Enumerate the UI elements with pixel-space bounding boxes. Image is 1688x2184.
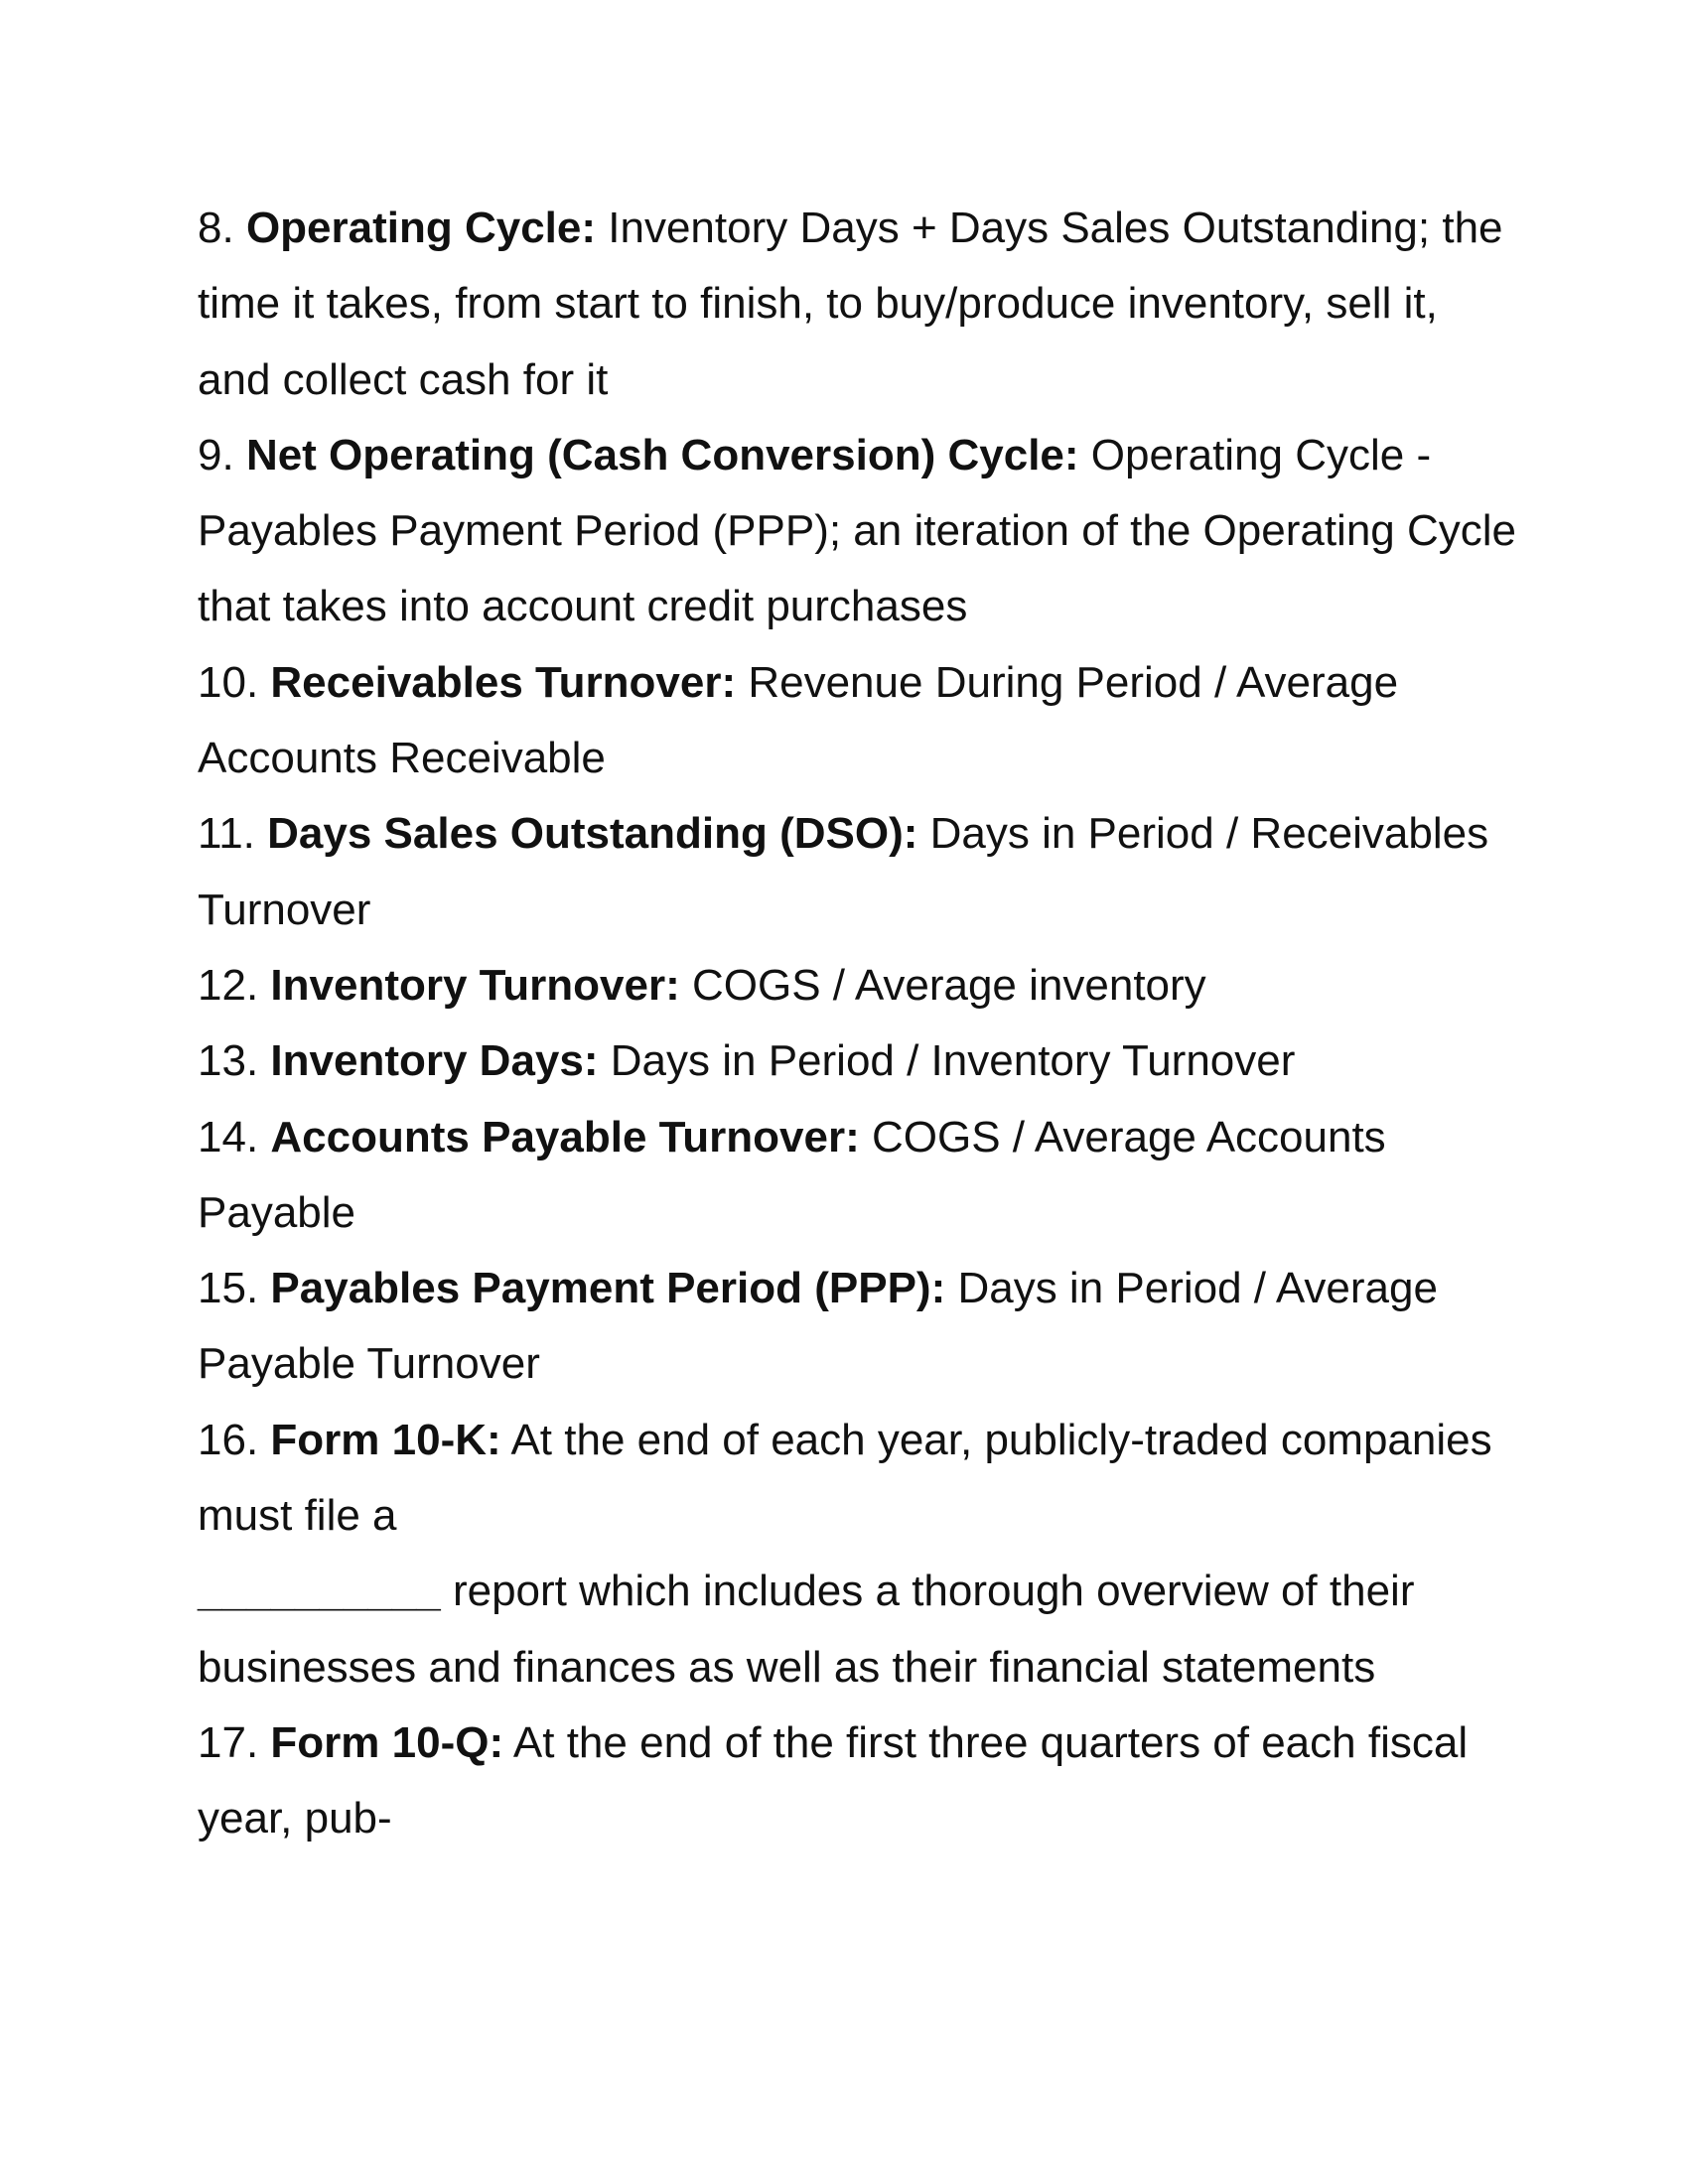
entry-number: 10.	[198, 657, 259, 707]
entry-definition: Inventory Days + Days Sales Outstanding; the time it takes, from start to finish, to buy/produce inventory, sell it, and collect cash for it	[198, 204, 1503, 404]
entry-14	[198, 1100, 1518, 1252]
entry-number: 14.	[198, 1112, 259, 1161]
entry-term: Receivables Turnover:	[270, 657, 737, 707]
entry-13	[198, 1024, 1518, 1099]
entry-number: 12.	[198, 960, 259, 1010]
entry-definition: Days in Period / Average Payable Turnover	[198, 1264, 1438, 1389]
entry-number: 9.	[198, 430, 234, 479]
entry-17	[198, 1706, 1518, 1857]
entry-term: Operating Cycle:	[245, 204, 597, 252]
entry-definition: Days in Period / Inventory Turnover	[610, 1036, 1296, 1086]
entry-definition: COGS / Average Accounts Payable	[198, 1112, 1386, 1237]
entry-definition: COGS / Average inventory	[692, 960, 1206, 1010]
entry-term: Form 10-K:	[270, 1415, 501, 1464]
entry-definition: At the end of the first three quarters of each fiscal year, pub-	[198, 1717, 1469, 1843]
entry-definition-start: At the end of each year, publicly-traded companies must file a	[198, 1415, 1492, 1541]
document-page	[198, 191, 1518, 1857]
entry-11	[198, 796, 1518, 948]
fill-in-blank: __________	[198, 1567, 441, 1616]
entry-number: 8.	[198, 204, 234, 252]
entry-16	[198, 1403, 1518, 1706]
entry-12	[198, 948, 1518, 1024]
entry-8	[198, 191, 1518, 418]
entry-definition: Revenue During Period / Average Accounts Receivable	[198, 657, 1399, 783]
entry-number: 17.	[198, 1717, 259, 1767]
entry-15	[198, 1251, 1518, 1403]
entry-definition-end: report which includes a thorough overview of their businesses and finances as well as their financial statements	[198, 1567, 1415, 1692]
entry-term: Days Sales Outstanding (DSO):	[267, 809, 918, 859]
entry-term: Payables Payment Period (PPP):	[270, 1264, 946, 1313]
entry-9	[198, 418, 1518, 645]
entry-term: Inventory Days:	[270, 1036, 599, 1086]
entry-term: Net Operating (Cash Conversion) Cycle:	[245, 430, 1079, 479]
entry-definition: Days in Period / Receivables Turnover	[198, 809, 1489, 934]
entry-number: 11.	[198, 809, 255, 859]
entry-term: Inventory Turnover:	[270, 960, 680, 1010]
entry-term: Accounts Payable Turnover:	[270, 1112, 860, 1161]
entry-number: 15.	[198, 1264, 259, 1313]
entry-definition: Operating Cycle - Payables Payment Period (PPP); an iteration of the Operating Cycle that takes into account credit purchases	[198, 430, 1517, 631]
entry-number: 13.	[198, 1036, 259, 1086]
entry-number: 16.	[198, 1415, 259, 1464]
entry-term: Form 10-Q:	[270, 1717, 504, 1767]
entry-10	[198, 645, 1518, 797]
